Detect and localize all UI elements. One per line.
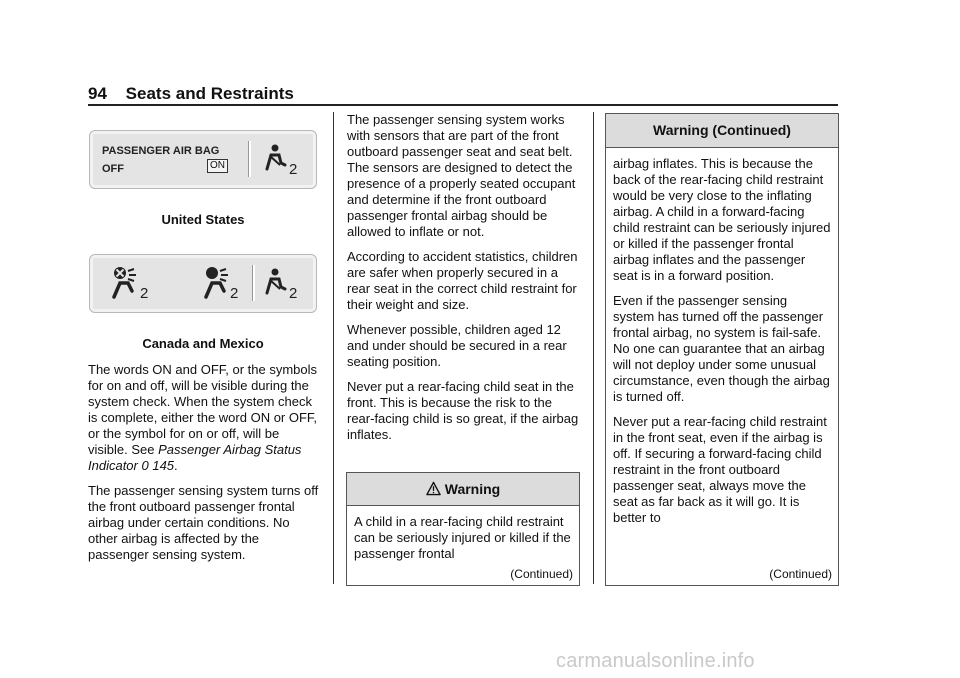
continued-label: (Continued) xyxy=(769,567,832,581)
header-rule xyxy=(88,104,838,106)
cm-caption: Canada and Mexico xyxy=(142,336,264,351)
off-label: OFF xyxy=(102,163,124,175)
col2-paragraph-4: Never put a rear-facing child seat in the front. This is because the risk to the rear-facing child is so great, if the airbag inflates. xyxy=(347,379,579,442)
cm-digit-3: 2 xyxy=(289,285,298,302)
on-label: ON xyxy=(207,159,228,173)
cm-digit-2: 2 xyxy=(230,285,239,302)
col2-paragraph-1: The passenger sensing system works with sensors that are part of the front outboard passenger seat and seat belt. The sensors are designed to detect the presence of a properly seated occupant and determine if the front outboard passenger frontal airbag should be allowed to inflate or not. xyxy=(347,112,576,239)
warning-continued-box xyxy=(605,113,839,586)
warning-icon xyxy=(426,481,441,496)
warning-continued-body xyxy=(606,148,838,526)
passenger-airbag-status-link[interactable]: Passenger Airbag Status Indicator xyxy=(88,442,302,473)
symbol-digit: 2 xyxy=(289,161,298,178)
cm-digit-1: 2 xyxy=(140,285,149,302)
col1-p1-end: . xyxy=(174,458,178,473)
col1-p1-text: The words ON and OFF, or the symbols for on and off, will be visible during the system check. When the system check is complete, either the word ON or OFF, or the symbol for on or off, will be visible. See xyxy=(88,362,318,457)
airbag-off-icon xyxy=(110,265,142,299)
column-divider-1 xyxy=(333,112,334,584)
col2-paragraph-3: Whenever possible, children aged 12 and under should be secured in a rear seating position. xyxy=(347,322,567,369)
cm-indicator-divider xyxy=(252,265,255,301)
col3-paragraph-3: Never put a rear-facing child restraint in the front seat, even if the airbag is off. If securing a forward-facing child restraint in the front outboard passenger seat, always move the seat as far back as it will go. It is better to xyxy=(613,414,827,525)
page-header xyxy=(88,84,294,104)
page-number: 94 xyxy=(88,84,107,103)
warning-body: A child in a rear-facing child restraint can be seriously injured or killed if the passenger frontal xyxy=(354,514,571,561)
warning-header xyxy=(347,473,579,506)
col1-paragraph-2: The passenger sensing system turns off the front outboard passenger frontal airbag under certain conditions. No other airbag is affected by the passenger sensing system. xyxy=(88,483,319,562)
page-reference: 0 145 xyxy=(141,458,175,473)
column-2 xyxy=(347,112,579,452)
col2-paragraph-2: According to accident statistics, children are safer when properly secured in a rear seat in the correct child restraint for their weight and size. xyxy=(347,249,578,312)
continued-label: (Continued) xyxy=(510,567,573,581)
seatbelt-passenger-icon xyxy=(262,267,288,297)
column-divider-2 xyxy=(593,112,594,584)
col3-paragraph-1: airbag inflates. This is because the back of the rear-facing child restraint would be very close to the inflating airbag. A child in a forward-facing child restraint can be seriously injured or killed if the passenger frontal airbag inflates and the passenger seat is in a forward position. xyxy=(613,156,831,283)
indicator-divider xyxy=(248,141,251,177)
warning-continued-title: Warning (Continued) xyxy=(606,114,838,148)
passenger-air-bag-label: PASSENGER AIR BAG xyxy=(102,145,220,157)
col3-paragraph-2: Even if the passenger sensing system has turned off the passenger frontal airbag, no system is fail-safe. No one can guarantee that an airbag will not deploy under some unusual circumstance, even though the airbag is turned off. xyxy=(613,293,830,404)
watermark: carmanualsonline.info xyxy=(556,650,755,672)
section-title: Seats and Restraints xyxy=(125,84,294,103)
warning-title: Warning xyxy=(444,481,501,497)
us-status-indicator-figure xyxy=(89,130,317,189)
us-caption: United States xyxy=(161,212,245,227)
column-1 xyxy=(88,362,320,572)
seatbelt-passenger-icon xyxy=(262,143,288,173)
cm-status-indicator-figure xyxy=(89,254,317,313)
warning-box xyxy=(346,472,580,586)
col1-paragraph-1 xyxy=(88,362,320,474)
